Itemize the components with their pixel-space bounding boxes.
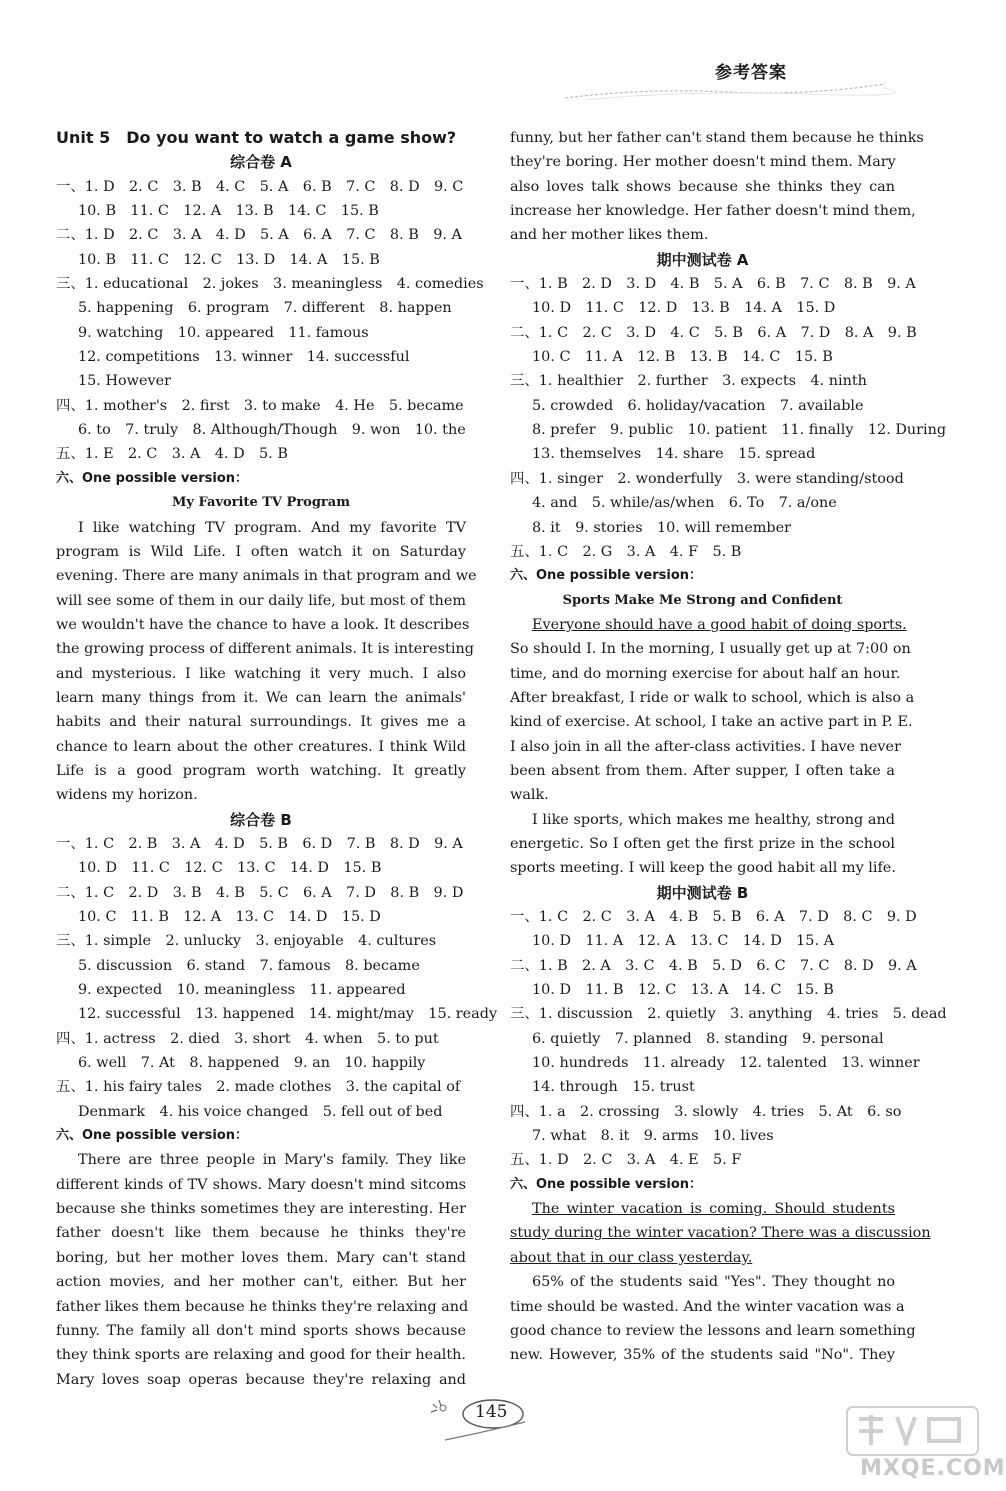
essay-title: Sports Make Me Strong and Confident [562,592,843,608]
section-heading: 期中测试卷 B [656,883,749,902]
version-label: 六、One possible version： [56,1128,249,1144]
answer-line: 10. D 11. A 12. A 13. C 14. D 15. A [532,933,834,950]
essay-line: evening. There are many animals in that program and we [56,568,477,585]
essay-line: different kinds of TV shows. Mary doesn't mind sitcoms [56,1176,466,1193]
essay-line: they think sports are relaxing and good for their health. [56,1347,466,1364]
version-label: 六、One possible version： [510,1176,703,1192]
essay-line: learn many things from it. We can learn the animals' [56,689,466,706]
essay-line-underlined: study during the winter vacation? There was a discussion [510,1225,931,1242]
answer-line: 二、1. B 2. A 3. C 4. B 5. D 6. C 7. C 8. D 9. A [510,957,917,974]
answer-line: 4. and 5. while/as/when 6. To 7. a/one [532,495,837,512]
essay-line: also loves talk shows because she thinks they can [510,178,895,195]
section-heading: 综合卷 A [230,153,292,172]
essay-line: the growing process of different animals. It is interesting [56,641,474,658]
essay-line: father doesn't like them because he thinks they're [56,1225,466,1242]
answer-line: 14. through 15. trust [532,1079,695,1096]
essay-line: energetic. So I often get the first prize in the school [510,835,895,852]
answer-line: 三、1. simple 2. unlucky 3. enjoyable 4. cultures [56,933,437,950]
essay-line: program is Wild Life. I often watch it on Saturday [56,543,466,560]
essay-line: they're boring. Her mother doesn't mind them. Mary [510,154,896,171]
answer-line: 四、1. a 2. crossing 3. slowly 4. tries 5. At 6. so [510,1103,902,1120]
essay-line-underlined: The winter vacation is coming. Should students [532,1201,895,1218]
answer-line: 5. crowded 6. holiday/vacation 7. available [532,397,864,414]
essay-line: we wouldn't have the chance to have a look. It describes [56,616,470,633]
answer-line: 一、1. C 2. B 3. A 4. D 5. B 6. D 7. B 8. D 9. A [56,835,463,852]
essay-line: time, and do morning exercise for about half an hour. [510,665,901,682]
essay-paragraph-line: I like watching TV program. And my favorite TV [78,519,466,536]
essay-line: habits and their natural surroundings. It gives me a [56,714,466,731]
essay-line: walk. [510,787,549,804]
answer-line: 10. B 11. C 12. A 13. B 14. C 15. B [78,203,379,220]
answer-line: 五、1. D 2. C 3. A 4. E 5. F [510,1152,742,1169]
answer-line: 二、1. C 2. C 3. D 4. C 5. B 6. A 7. D 8. A 9. B [510,324,917,341]
answer-line: 12. successful 13. happened 14. might/may 15. ready [78,1006,498,1023]
answer-line: 10. C 11. A 12. B 13. B 14. C 15. B [532,349,833,366]
essay-paragraph-line: I like sports, which makes me healthy, strong and [532,811,895,828]
essay-title: My Favorite TV Program [172,495,350,511]
section-heading: 期中测试卷 A [656,250,749,269]
essay-line: So should I. In the morning, I usually get up at 7:00 on [510,641,911,658]
essay-line: action movies, and her mother can't, either. But her [56,1274,466,1291]
answer-line: 五、1. his fairy tales 2. made clothes 3. the capital of [56,1079,461,1096]
answer-line: 9. expected 10. meaningless 11. appeared [78,982,406,999]
answer-line: 7. what 8. it 9. arms 10. lives [532,1128,774,1145]
answer-line: 二、1. D 2. C 3. A 4. D 5. A 6. A 7. C 8. B 9. A [56,227,462,244]
answer-line: 8. it 9. stories 10. will remember [532,519,791,536]
essay-line: kind of exercise. At school, I take an active part in P. E. [510,714,913,731]
answer-line: 15. However [78,373,172,390]
answer-line: 五、1. E 2. C 3. A 4. D 5. B [56,446,288,463]
answer-line: 5. happening 6. program 7. different 8. happen [78,300,452,317]
answer-line: 四、1. actress 2. died 3. short 4. when 5. to put [56,1030,439,1047]
unit-title: Unit 5 Do you want to watch a game show? [56,128,457,147]
essay-line: time should be wasted. And the winter vacation was a [510,1298,905,1315]
essay-line: widens my horizon. [56,787,198,804]
essay-line: After breakfast, I ride or walk to school, which is also a [510,689,915,706]
essay-line: good chance to review the lessons and learn something [510,1322,916,1339]
essay-line-underlined: about that in our class yesterday. [510,1249,753,1266]
essay-line: funny. The family all don't mind sports shows because [56,1322,466,1339]
essay-line: sports meeting. I will keep the good habit all my life. [510,860,896,877]
version-label: 六、One possible version： [56,470,249,486]
answer-line: Denmark 4. his voice changed 5. fell out of bed [78,1103,443,1120]
answer-line: 9. watching 10. appeared 11. famous [78,324,369,341]
essay-line: and her mother likes them. [510,227,709,244]
answer-line: 6. to 7. truly 8. Although/Though 9. won 10. the [78,422,466,439]
answer-line: 10. D 11. B 12. C 13. A 14. C 15. B [532,982,834,999]
left-column [56,126,498,1392]
answer-line: 10. B 11. C 12. C 13. D 14. A 15. B [78,251,380,268]
answer-line: 五、1. C 2. G 3. A 4. F 5. B [510,543,742,560]
answer-line: 5. discussion 6. stand 7. famous 8. became [78,957,420,974]
essay-line: been absent from them. After supper, I often take a [510,762,895,779]
essay-line: boring, but her mother loves them. Mary can't stand [56,1249,466,1266]
answer-line: 三、1. discussion 2. quietly 3. anything 4. tries 5. dead [510,1006,947,1023]
answer-line: 一、1. D 2. C 3. B 4. C 5. A 6. B 7. C 8. D 9. C [56,178,464,195]
answer-line: 四、1. mother's 2. first 3. to make 4. He 5. became [56,397,464,414]
section-heading: 综合卷 B [230,810,292,829]
answer-line: 13. themselves 14. share 15. spread [532,446,816,463]
version-label: 六、One possible version： [510,568,703,584]
answer-line: 6. well 7. At 8. happened 9. an 10. happily [78,1055,426,1072]
essay-line: father likes them because he thinks they're relaxing and [56,1298,469,1315]
answer-line: 10. D 11. C 12. D 13. B 14. A 15. D [532,300,836,317]
answer-line: 一、1. B 2. D 3. D 4. B 5. A 6. B 7. C 8. B 9. A [510,276,916,293]
essay-line: increase her knowledge. Her father doesn't mind them, [510,203,916,220]
answer-line: 12. competitions 13. winner 14. successful [78,349,410,366]
answer-line: 10. C 11. B 12. A 13. C 14. D 15. D [78,909,381,925]
answer-line: 三、1. healthier 2. further 3. expects 4. ninth [510,373,867,390]
essay-line: and mysterious. I like watching it very much. I also [56,665,466,682]
essay-line: Mary loves soap operas because they're relaxing and [56,1371,466,1388]
essay-line: I also join in all the after-class activities. I have never [510,738,901,755]
essay-paragraph-line: 65% of the students said "Yes". They thought no [532,1274,895,1291]
essay-line: Life is a good program worth watching. It greatly [56,762,466,779]
essay-paragraph-line: There are three people in Mary's family. They like [78,1152,466,1169]
answer-line: 三、1. educational 2. jokes 3. meaningless 4. comedies [56,276,484,293]
page-number: 145 [475,1402,508,1422]
answer-line: 10. hundreds 11. already 12. talented 13. winner [532,1055,920,1072]
answer-line: 8. prefer 9. public 10. patient 11. finally 12. During [532,422,947,439]
essay-line: because she thinks sometimes they are interesting. Her [56,1201,466,1218]
answer-line: 6. quietly 7. planned 8. standing 9. personal [532,1030,884,1047]
essay-line: chance to learn about the other creatures. I think Wild [56,738,466,755]
answer-line: 四、1. singer 2. wonderfully 3. were standing/stood [510,470,904,487]
essay-line: will see some of them in our daily life, but most of them [56,592,466,609]
answer-line: 二、1. C 2. D 3. B 4. B 5. C 6. A 7. D 8. B 9. D [56,884,464,901]
watermark-site: MXQE.COM [860,1456,1006,1481]
page-header-title: 参考答案 [715,63,787,83]
essay-line-underlined: Everyone should have a good habit of doing sports. [532,616,907,633]
answer-line: 10. D 11. C 12. C 13. C 14. D 15. B [78,860,382,877]
essay-line: new. However, 35% of the students said "No". They [510,1347,895,1364]
right-column [510,126,947,1368]
answer-line: 一、1. C 2. C 3. A 4. B 5. B 6. A 7. D 8. C 9. D [510,909,917,925]
essay-line: funny, but her father can't stand them because he thinks [510,130,924,146]
header-decoration [565,80,885,102]
